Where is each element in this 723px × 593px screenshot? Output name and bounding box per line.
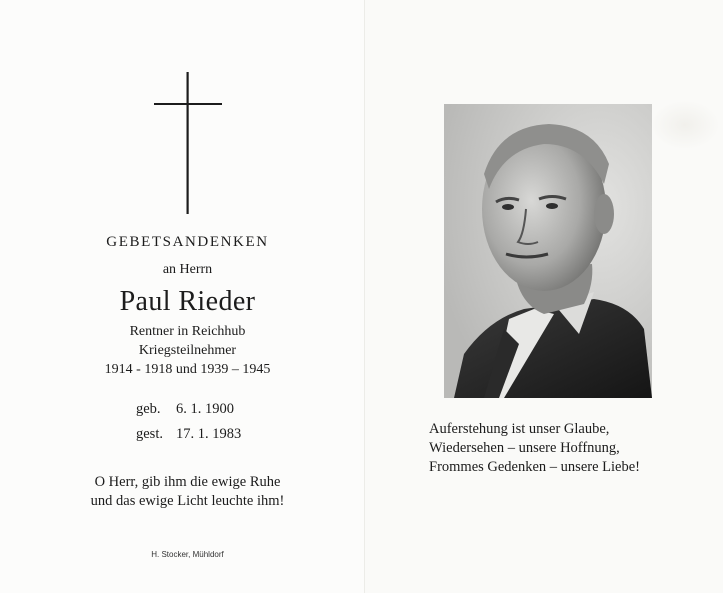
veteran-status: Kriegsteilnehmer [138, 343, 237, 358]
paper-stain [650, 100, 720, 150]
birth-date: 6. 1. 1900 [176, 401, 234, 417]
quote-line-3: Frommes Gedenken – unsere Liebe! [429, 459, 640, 475]
death-date-row [136, 426, 241, 443]
birth-label: geb. [136, 401, 161, 417]
fold-line [364, 0, 365, 593]
death-date: 17. 1. 1983 [176, 426, 242, 442]
memorial-heading: GEBETSANDENKEN [106, 234, 269, 250]
quote-line-2: Wiedersehen – unsere Hoffnung, [429, 440, 620, 456]
cross-icon [150, 72, 226, 214]
death-label: gest. [136, 426, 163, 442]
prayer-line-2: und das ewige Licht leuchte ihm! [90, 493, 285, 509]
quote-line-1: Auferstehung ist unser Glaube, [429, 421, 610, 437]
prayer-line-1: O Herr, gib ihm die ewige Ruhe [94, 474, 281, 490]
portrait-photo [444, 104, 652, 398]
deceased-name: Paul Rieder [119, 286, 256, 317]
birth-date-row [136, 401, 234, 418]
salutation: an Herrn [162, 262, 213, 277]
occupation: Rentner in Reichhub [129, 324, 246, 339]
war-years: 1914 - 1918 und 1939 – 1945 [104, 362, 271, 377]
printer-credit: H. Stocker, Mühldorf [151, 550, 224, 559]
